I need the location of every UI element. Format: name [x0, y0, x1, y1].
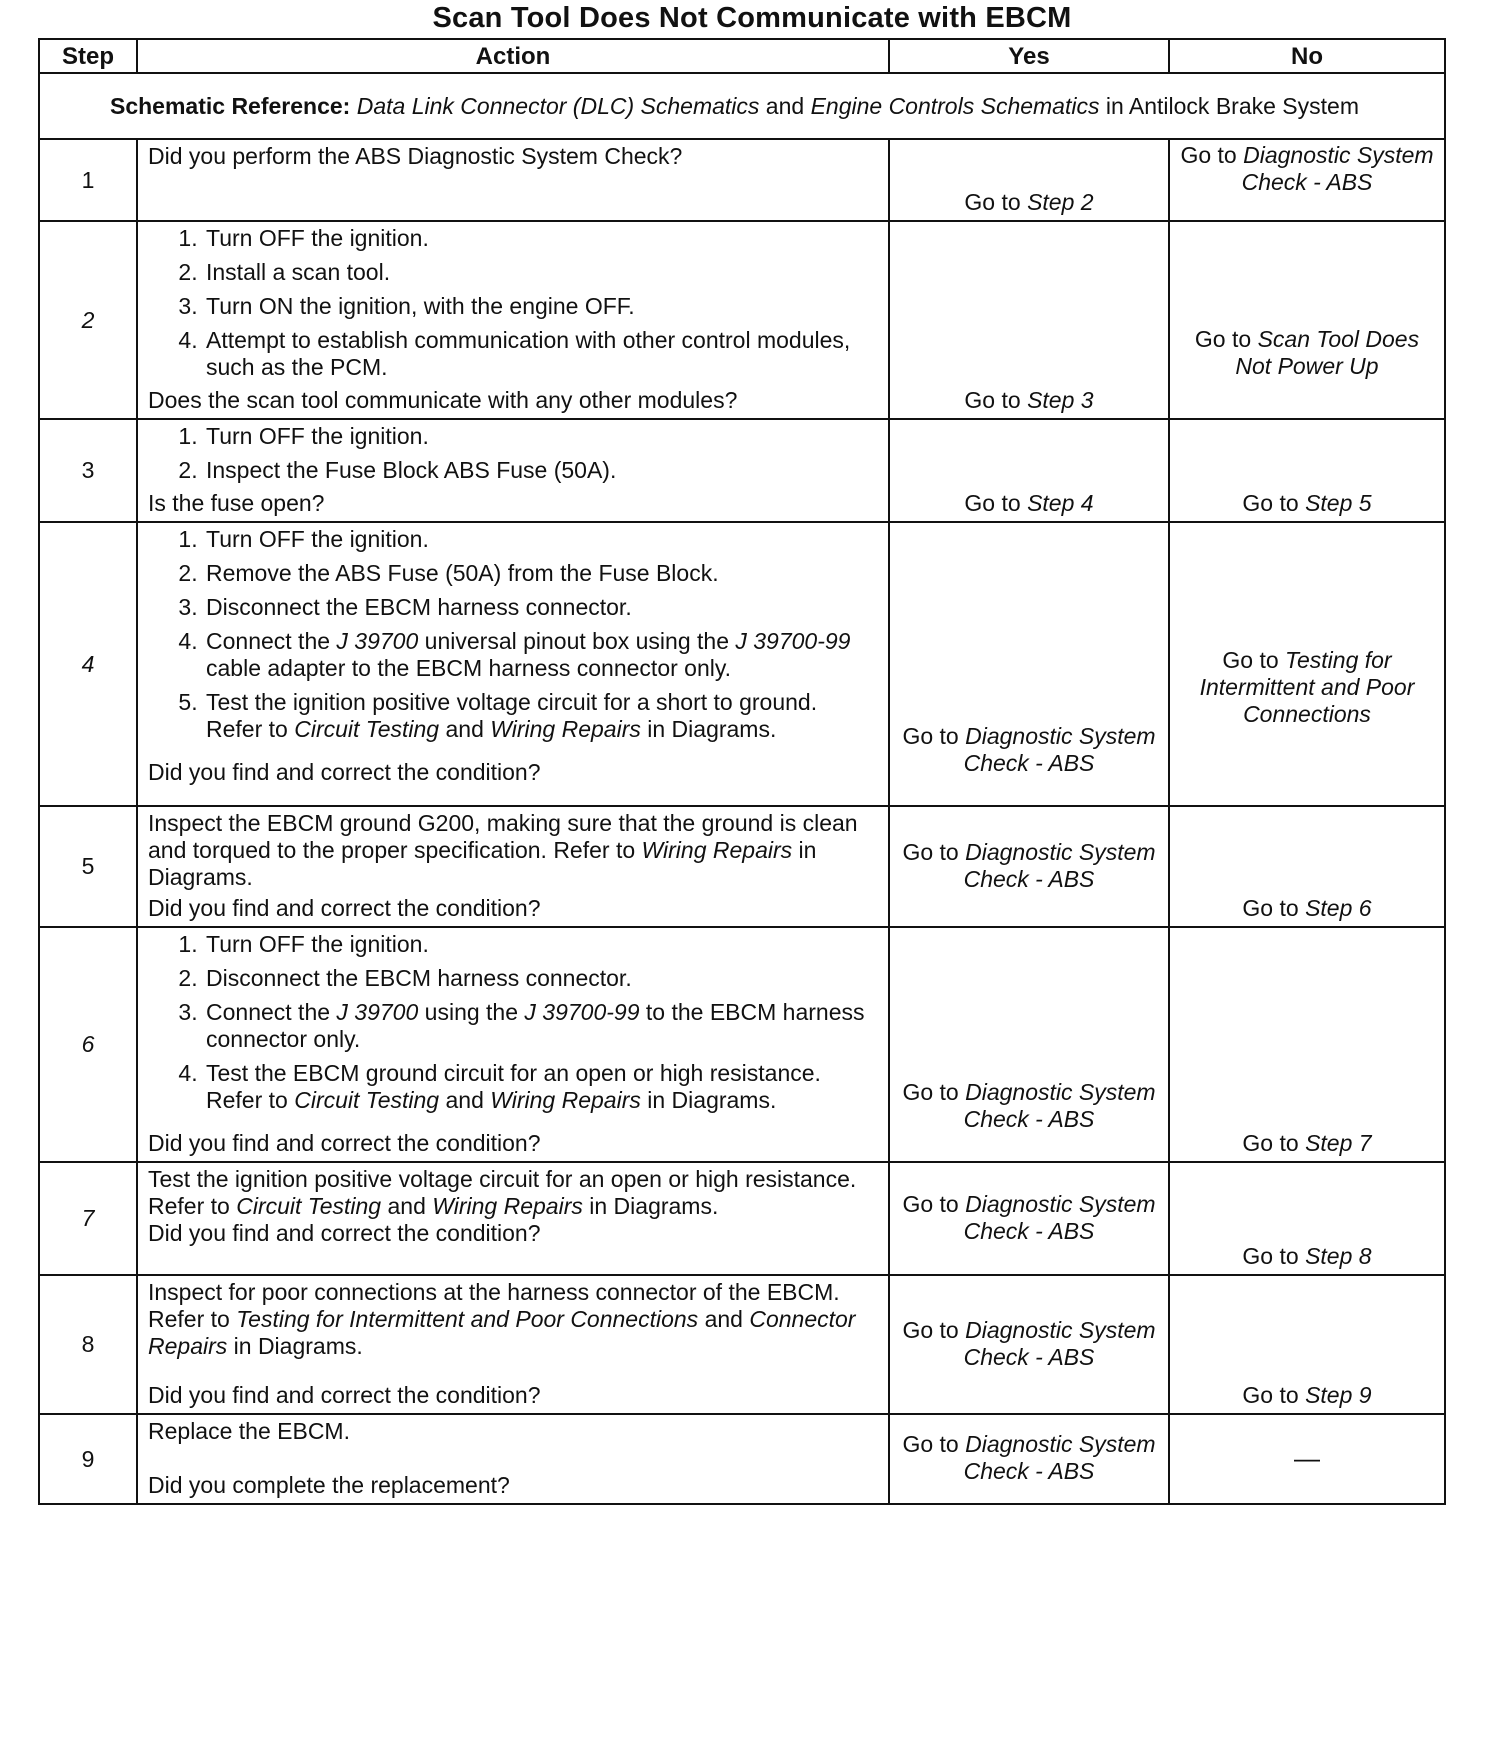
- tool-reference: J 39700-99: [735, 628, 851, 654]
- yes-reference: Diagnostic System Check - ABS: [963, 1079, 1156, 1132]
- schematic-ref-dlc: Data Link Connector (DLC) Schematics: [356, 92, 760, 119]
- header-step: Step: [39, 39, 137, 73]
- action-cell: [137, 927, 889, 1162]
- yes-reference: Diagnostic System Check - ABS: [963, 1316, 1156, 1370]
- table-row: [39, 139, 1445, 221]
- action-step: 4. Connect the J 39700 universal pinout box using the J 39700-99 cable adapter to the EBCM harness connector only.: [204, 628, 878, 682]
- action-question: Did you find and correct the condition?: [148, 1220, 541, 1246]
- step-number: 2: [39, 221, 137, 419]
- doc-reference: Wiring Repairs: [432, 1193, 583, 1219]
- table-row: [39, 927, 1445, 1162]
- no-reference: Step 7: [1305, 1130, 1372, 1156]
- no-cell: Go to Scan Tool Does Not Power Up: [1169, 221, 1445, 419]
- action-question: Did you find and correct the condition?: [148, 759, 541, 785]
- action-steps: [148, 225, 878, 381]
- tool-reference: J 39700: [336, 628, 419, 654]
- no-reference: Testing for Intermittent and Poor Connections: [1199, 646, 1415, 727]
- yes-reference: Step 4: [1027, 490, 1094, 516]
- schematic-rest: in Antilock Brake System: [1105, 92, 1359, 119]
- table-row: [39, 1275, 1445, 1414]
- table-row: [39, 419, 1445, 522]
- no-reference: Diagnostic System Check - ABS: [1241, 142, 1434, 195]
- table-row: [39, 806, 1445, 927]
- tool-reference: J 39700-99: [524, 999, 640, 1025]
- action-step: 2. Install a scan tool.: [204, 259, 878, 286]
- action-steps: [148, 423, 878, 484]
- action-step: 1. Turn OFF the ignition.: [204, 931, 878, 958]
- action-cell: [137, 522, 889, 806]
- action-steps: [148, 931, 878, 1114]
- action-step: 3. Turn ON the ignition, with the engine OFF.: [204, 293, 878, 320]
- action-text: Replace the EBCM.: [148, 1418, 350, 1444]
- step-number: 6: [39, 927, 137, 1162]
- yes-reference: Diagnostic System Check - ABS: [963, 723, 1156, 776]
- header-yes: Yes: [889, 39, 1169, 73]
- doc-reference: Wiring Repairs: [641, 837, 793, 863]
- no-cell: —: [1169, 1414, 1445, 1504]
- doc-reference: Circuit Testing: [294, 1087, 440, 1113]
- header-no: No: [1169, 39, 1445, 73]
- yes-reference: Diagnostic System Check - ABS: [963, 1431, 1156, 1484]
- yes-cell: Go to Step 2: [889, 139, 1169, 221]
- action-step: 4. Attempt to establish communication with other control modules, such as the PCM.: [204, 327, 878, 381]
- diagnostic-table: [38, 38, 1446, 1505]
- no-cell: Go to Testing for Intermittent and Poor Connections: [1169, 522, 1445, 806]
- step-number: 4: [39, 522, 137, 806]
- action-question: Did you complete the replacement?: [148, 1472, 510, 1498]
- no-cell: Go to Step 8: [1169, 1162, 1445, 1275]
- yes-cell: Go to Diagnostic System Check - ABS: [889, 927, 1169, 1162]
- yes-cell: Go to Diagnostic System Check - ABS: [889, 1275, 1169, 1414]
- table-row: [39, 1414, 1445, 1504]
- no-cell: Go to Step 7: [1169, 927, 1445, 1162]
- header-action: Action: [137, 39, 889, 73]
- step-number: 1: [39, 139, 137, 221]
- header-row: [39, 39, 1445, 73]
- doc-reference: Wiring Repairs: [490, 716, 641, 742]
- action-step: 3. Connect the J 39700 using the J 39700-99 to the EBCM harness connector only.: [204, 999, 878, 1053]
- action-step: 4. Test the EBCM ground circuit for an open or high resistance. Refer to Circuit Testing and Wiring Repairs in Diagrams.: [204, 1060, 878, 1114]
- yes-cell: Go to Step 3: [889, 221, 1169, 419]
- no-reference: Step 6: [1305, 895, 1372, 921]
- yes-cell: Go to Step 4: [889, 419, 1169, 522]
- action-question: Did you perform the ABS Diagnostic System Check?: [148, 143, 683, 169]
- no-cell: Go to Step 5: [1169, 419, 1445, 522]
- step-number: 7: [39, 1162, 137, 1275]
- yes-reference: Diagnostic System Check - ABS: [963, 838, 1156, 892]
- schematic-reference: [39, 73, 1445, 139]
- no-cell: Go to Step 9: [1169, 1275, 1445, 1414]
- action-text: Test the ignition positive voltage circuit for an open or high resistance. Refer to Circuit Testing and Wiring Repairs in Diagrams.: [148, 1166, 857, 1219]
- action-cell: [137, 806, 889, 927]
- action-step: 1. Turn OFF the ignition.: [204, 225, 878, 252]
- action-cell: [137, 1275, 889, 1414]
- schematic-and: and: [765, 92, 805, 119]
- action-question: Does the scan tool communicate with any other modules?: [148, 387, 738, 413]
- doc-reference: Circuit Testing: [236, 1193, 382, 1219]
- action-step: 3. Disconnect the EBCM harness connector.: [204, 594, 878, 621]
- action-cell: [137, 221, 889, 419]
- action-step: 5. Test the ignition positive voltage circuit for a short to ground. Refer to Circuit Testing and Wiring Repairs in Diagrams.: [204, 689, 878, 743]
- yes-cell: Go to Diagnostic System Check - ABS: [889, 1414, 1169, 1504]
- action-steps: [148, 526, 878, 743]
- yes-reference: Diagnostic System Check - ABS: [963, 1190, 1156, 1244]
- step-number: 8: [39, 1275, 137, 1414]
- table-row: [39, 1162, 1445, 1275]
- no-cell: Go to Diagnostic System Check - ABS: [1169, 139, 1445, 221]
- action-step: 2. Remove the ABS Fuse (50A) from the Fuse Block.: [204, 560, 878, 587]
- action-cell: [137, 419, 889, 522]
- action-step: 2. Disconnect the EBCM harness connector.: [204, 965, 878, 992]
- no-reference: Step 8: [1305, 1243, 1372, 1269]
- no-reference: Scan Tool Does Not Power Up: [1235, 326, 1420, 379]
- schematic-ref-engine: Engine Controls Schematics: [810, 92, 1100, 119]
- table-row: [39, 522, 1445, 806]
- action-question: Is the fuse open?: [148, 490, 325, 516]
- action-question: Did you find and correct the condition?: [148, 895, 541, 921]
- no-reference: Step 9: [1305, 1382, 1372, 1408]
- yes-cell: Go to Diagnostic System Check - ABS: [889, 806, 1169, 927]
- no-reference: Step 5: [1305, 490, 1372, 516]
- doc-reference: Testing for Intermittent and Poor Connections: [236, 1306, 699, 1332]
- schematic-row: [39, 73, 1445, 139]
- doc-reference: Circuit Testing: [294, 716, 440, 742]
- page-title: Scan Tool Does Not Communicate with EBCM: [432, 2, 1072, 34]
- action-question: Did you find and correct the condition?: [148, 1130, 541, 1156]
- table-row: [39, 221, 1445, 419]
- action-step: 2. Inspect the Fuse Block ABS Fuse (50A).: [204, 457, 878, 484]
- yes-cell: Go to Diagnostic System Check - ABS: [889, 1162, 1169, 1275]
- yes-reference: Step 2: [1027, 189, 1094, 215]
- step-number: 5: [39, 806, 137, 927]
- doc-reference: Connector Repairs: [148, 1306, 856, 1359]
- yes-reference: Step 3: [1027, 387, 1094, 413]
- action-text: Inspect the EBCM ground G200, making sure that the ground is clean and torqued to the proper specification. Refer to Wiring Repairs in Diagrams.: [148, 810, 858, 890]
- action-question: Did you find and correct the condition?: [148, 1382, 541, 1408]
- action-cell: [137, 1162, 889, 1275]
- action-cell: [137, 139, 889, 221]
- action-step: 1. Turn OFF the ignition.: [204, 526, 878, 553]
- action-step: 1. Turn OFF the ignition.: [204, 423, 878, 450]
- no-cell: Go to Step 6: [1169, 806, 1445, 927]
- schematic-label: Schematic Reference:: [110, 92, 351, 119]
- yes-cell: Go to Diagnostic System Check - ABS: [889, 522, 1169, 806]
- step-number: 9: [39, 1414, 137, 1504]
- doc-reference: Wiring Repairs: [490, 1087, 641, 1113]
- step-number: 3: [39, 419, 137, 522]
- action-text: Inspect for poor connections at the harness connector of the EBCM. Refer to Testing for Intermittent and Poor Connections and Connector Repairs in Diagrams.: [148, 1279, 856, 1359]
- action-cell: [137, 1414, 889, 1504]
- tool-reference: J 39700: [336, 999, 419, 1025]
